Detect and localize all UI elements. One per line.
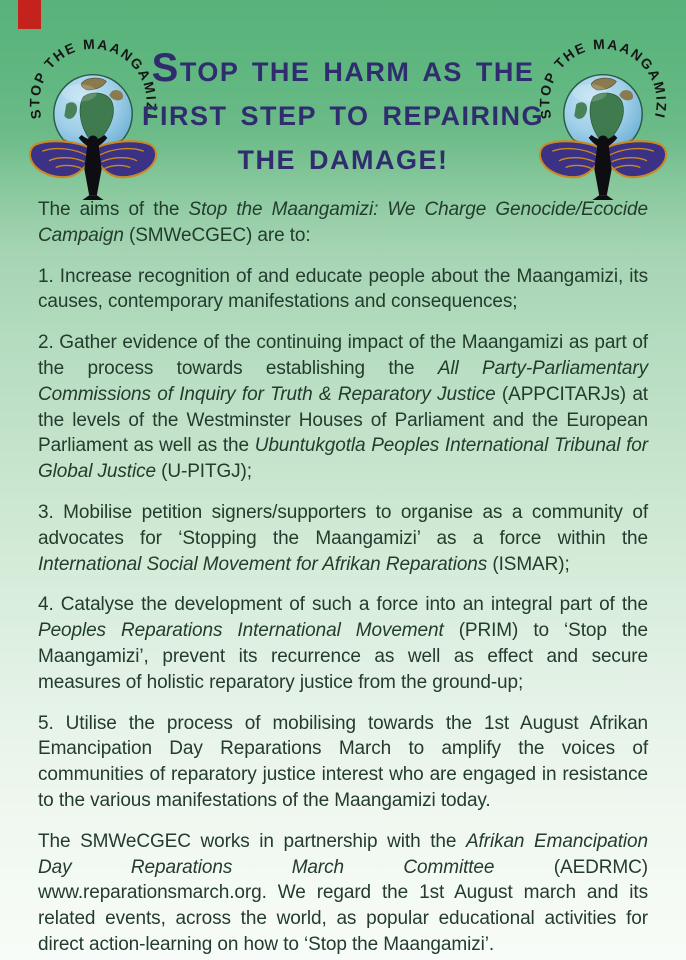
aim-4-catalyse-force: 4. Catalyse the development of such a force into an integral part of the Peoples Reparations International Movement (PRIM) to ‘Stop the Maangamizi’, prevent its recurrence as well as effect and secure measures of holistic reparatory justice from the ground-up;	[38, 594, 648, 693]
campaign-aims-intro: The aims of the Stop the Maangamizi: We Charge Genocide/Ecocide Campaign (SMWeCGEC) are to:	[38, 199, 648, 246]
header	[0, 0, 686, 210]
stop-maangamizi-logo-right	[536, 24, 670, 201]
partnership-paragraph: The SMWeCGEC works in partnership with the Afrikan Emancipation Day Reparations March Committee (AEDRMC) www.reparationsmarch.org. We regard the 1st August march and its related events, across the world, as popular educational activities for direct action-learning on how to ‘Stop the Maangamizi’.	[38, 830, 648, 955]
aim-5-utilise-march: 5. Utilise the process of mobilising towards the 1st August Afrikan Emancipation Day Reparations March to amplify the voices of communities of reparatory justice interest who are engaged in resistance to the various manifestations of the Maangamizi today.	[38, 712, 648, 811]
aim-1-increase-recognition: 1. Increase recognition of and educate people about the Maangamizi, its causes, contemporary manifestations and consequences;	[38, 265, 648, 313]
aim-3-mobilise-petition: 3. Mobilise petition signers/supporters to organise as a community of advocates for ‘Stopping the Maangamizi’ as a force within the International Social Movement for Afrikan Reparations (ISMAR);	[38, 501, 648, 575]
title-line-2: FIRST STEP TO REPAIRING	[141, 101, 545, 131]
page-title	[136, 46, 550, 182]
title-line-1: STOP THE HARM AS THE	[151, 46, 535, 90]
body-text	[38, 197, 648, 960]
aim-2-gather-evidence: 2. Gather evidence of the continuing impact of the Maangamizi as part of the process towards establishing the All Party-Parliamentary Commissions of Inquiry for Truth & Reparatory Justice (APPCITARJs) at the levels of the Westminster Houses of Parliament and the European Parliament as well as the Ubuntukgotla Peoples International Tribunal for Global Justice (U-PITGJ);	[38, 332, 649, 483]
title-line-3: THE DAMAGE!	[237, 145, 449, 175]
